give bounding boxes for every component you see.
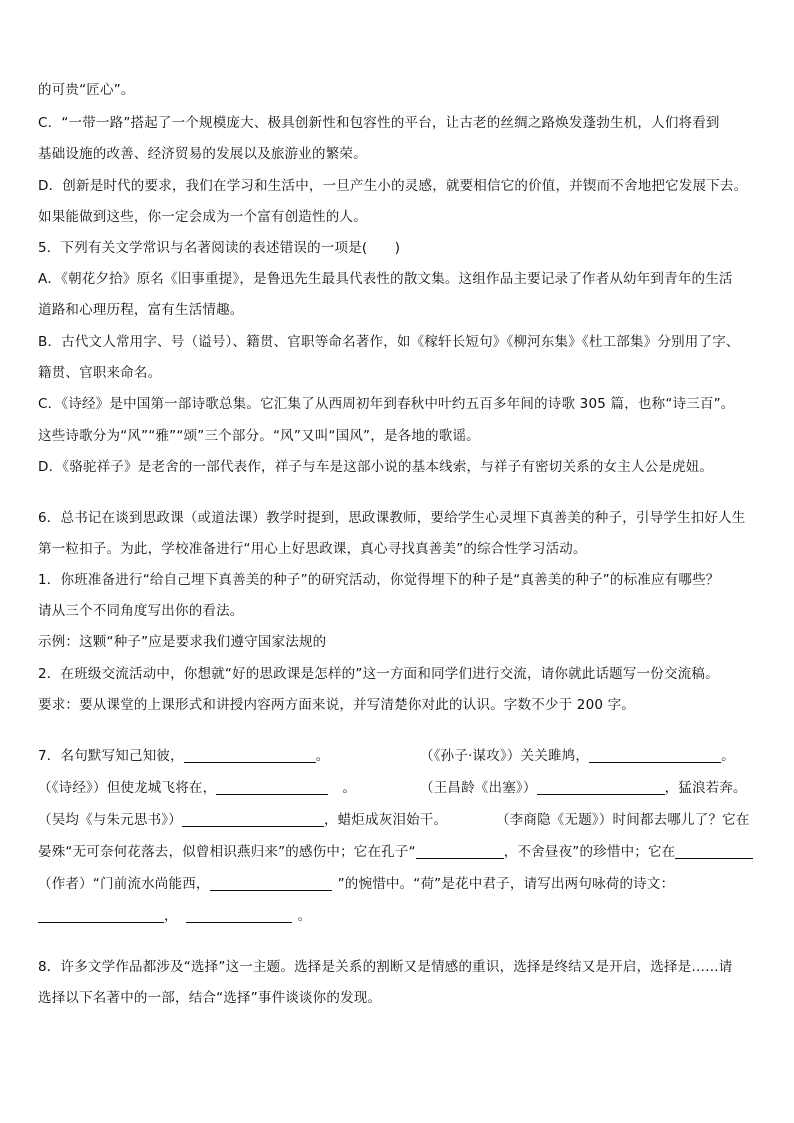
q7-line-1-right bbox=[420, 746, 735, 766]
q7-line-6 bbox=[38, 906, 311, 926]
q7-text: 。 bbox=[297, 908, 312, 924]
q7-text: ”的惋惜中。“荷”是花中君子，请写出两句咏荷的诗文： bbox=[337, 876, 675, 892]
q7-text: 。 bbox=[721, 748, 735, 764]
text-line: 选择以下名著中的一部，结合“选择”事件谈谈你的发现。 bbox=[38, 990, 382, 1006]
option-d: D．《骆驼祥子》是老舍的一部代表作，祥子与车是这部小说的基本线索，与祥子有密切关系的女主人公是虎妞。 bbox=[38, 459, 714, 475]
answer-blank[interactable] bbox=[210, 875, 332, 891]
sub-question-1: 1．你班准备进行“给自己埋下真善美的种子”的研究活动，你觉得埋下的种子是“真善美的种子”的标准应有哪些？ bbox=[38, 572, 720, 588]
text-line: 这些诗歌分为“风”“雅”“颂”三个部分。“风”又叫“国风”，是各地的歌谣。 bbox=[38, 428, 480, 444]
answer-blank[interactable] bbox=[416, 843, 504, 859]
q7-text: （作者）“门前流水尚能西， bbox=[38, 876, 210, 892]
q7-text: 晏殊“无可奈何花落去，似曾相识燕归来”的感伤中；它在孔子“ bbox=[38, 844, 416, 860]
example-line: 示例：这颗“种子”应是要求我们遵守国家法规的 bbox=[38, 634, 327, 650]
q7-line-3-right bbox=[496, 810, 750, 830]
q7-text: （王昌龄《出塞》） bbox=[420, 780, 537, 796]
text-line: 基础设施的改善、经济贸易的发展以及旅游业的繁荣。 bbox=[38, 146, 367, 162]
answer-blank[interactable] bbox=[675, 843, 753, 859]
text-line: 如果能做到这些，你一定会成为一个富有创造性的人。 bbox=[38, 209, 367, 225]
q7-text: 7．名句默写知己知彼， bbox=[38, 748, 184, 764]
q7-text: ， bbox=[164, 908, 178, 924]
question-8-stem: 8．许多文学作品都涉及“选择”这一主题。选择是关系的割断又是情感的重识，选择是终结又是开启，选择是……请 bbox=[38, 959, 733, 975]
q7-text: （《孙子·谋攻》）关关雎鸠， bbox=[420, 748, 590, 764]
answer-blank[interactable] bbox=[38, 907, 164, 923]
q7-text: ，猛浪若奔。 bbox=[664, 780, 747, 796]
text-line: 道路和心理历程，富有生活情趣。 bbox=[38, 302, 244, 318]
q7-line-4 bbox=[38, 842, 753, 862]
answer-blank[interactable] bbox=[186, 907, 292, 923]
q7-line-3-left bbox=[38, 810, 447, 830]
question-6-stem: 6．总书记在谈到思政课（或道法课）教学时提到，思政课教师，要给学生心灵埋下真善美的种子，引导学生扣好人生 bbox=[38, 510, 746, 526]
q7-text: （《诗经》）但使龙城飞将在， bbox=[38, 780, 217, 796]
answer-blank[interactable] bbox=[537, 779, 665, 795]
requirement-line: 要求：要从课堂的上课形式和讲授内容两方面来说，并写清楚你对此的认识。字数不少于 200 字。 bbox=[38, 697, 636, 713]
option-c: C．《诗经》是中国第一部诗歌总集。它汇集了从西周初年到春秋中叶约五百多年间的诗歌 305 篇，也称“诗三百”。 bbox=[38, 396, 735, 412]
option-a: A．《朝花夕拾》原名《旧事重提》，是鲁迅先生最具代表性的散文集。这组作品主要记录了作者从幼年到青年的生活 bbox=[38, 271, 733, 287]
q7-text: （吴均《与朱元思书》） bbox=[38, 812, 182, 828]
q7-line-5 bbox=[38, 874, 674, 894]
answer-blank[interactable] bbox=[589, 747, 721, 763]
answer-blank[interactable] bbox=[216, 779, 328, 795]
option-b: B．古代文人常用字、号（谥号）、籍贯、官职等命名著作，如《稼轩长短句》《柳河东集》《杜工部集》分别用了字、 bbox=[38, 334, 740, 350]
text-line: 籍贯、官职来命名。 bbox=[38, 365, 162, 381]
q7-line-2-right bbox=[420, 778, 747, 798]
question-5-stem: 5．下列有关文学常识与名著阅读的表述错误的一项是( ) bbox=[38, 240, 401, 256]
q7-text: ，不舍昼夜”的珍惜中；它在 bbox=[503, 844, 676, 860]
answer-blank[interactable] bbox=[182, 811, 324, 827]
q7-line-2-left bbox=[38, 778, 356, 798]
q7-text: 。 bbox=[342, 780, 357, 796]
text-line: 第一粒扣子。为此，学校准备进行“用心上好思政课，真心寻找真善美”的综合性学习活动。 bbox=[38, 541, 587, 557]
q7-line-1-left bbox=[38, 746, 330, 766]
q7-text: 。 bbox=[315, 748, 330, 764]
text-line: D．创新是时代的要求，我们在学习和生活中，一旦产生小的灵感，就要相信它的价值，并锲而不舍地把它发展下去。 bbox=[38, 178, 748, 194]
sub-question-2: 2．在班级交流活动中，你想就“好的思政课是怎样的”这一方面和同学们进行交流，请你就此话题写一份交流稿。 bbox=[38, 666, 719, 682]
text-line: 的可贵“匠心”。 bbox=[38, 82, 135, 98]
q7-text: （李商隐《无题》）时间都去哪儿了？它在 bbox=[496, 812, 750, 828]
q7-text: ，蜡炬成灰泪始干。 bbox=[323, 812, 448, 828]
text-line: C．“一带一路”搭起了一个规模庞大、极具创新性和包容性的平台，让古老的丝绸之路焕发蓬勃生机，人们将看到 bbox=[38, 115, 720, 131]
text-line: 请从三个不同角度写出你的看法。 bbox=[38, 603, 244, 619]
answer-blank[interactable] bbox=[184, 747, 316, 763]
